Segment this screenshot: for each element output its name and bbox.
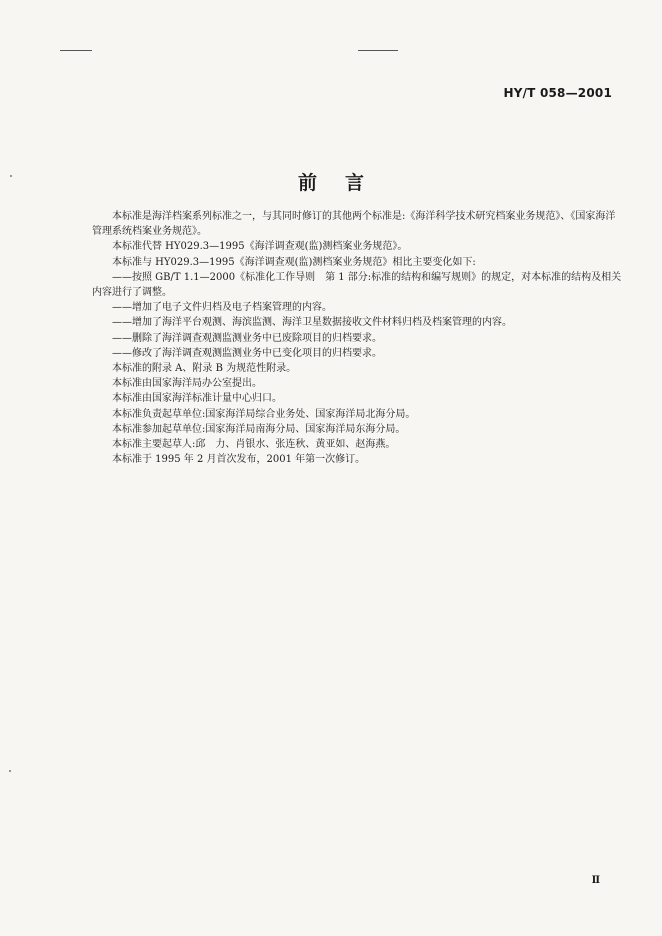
list-item: ——增加了海洋平台观测、海滨监测、海洋卫星数据接收文件材料归档及档案管理的内容。 (112, 317, 512, 329)
paragraph: 本标准参加起草单位:国家海洋局南海分局、国家海洋局东海分局。 (112, 423, 406, 435)
scan-speck (10, 175, 12, 177)
paragraph: 本标准负责起草单位:国家海洋局综合业务处、国家海洋局北海分局。 (112, 408, 416, 420)
list-item: ——删除了海洋调查观测监测业务中已废除项目的归档要求。 (112, 332, 382, 344)
title-char-1: 前 (297, 172, 317, 194)
paragraph: 本标准的附录 A、附录 B 为规范性附录。 (112, 363, 297, 375)
list-item: ——按照 GB/T 1.1—2000《标准化工作导则 第 1 部分:标准的结构和编写规则》的规定，对本标准的结构及相关内容进行了调整。 (92, 271, 622, 299)
header-rule-right (358, 50, 398, 51)
scan-speck (9, 770, 11, 772)
list-item: ——修改了海洋调查观测监测业务中已变化项目的归档要求。 (112, 347, 382, 359)
document-number: HY/T 058—2001 (503, 86, 612, 100)
header-rule-left (60, 50, 92, 51)
page-number: Ⅱ (591, 875, 600, 886)
list-item: ——增加了电子文件归档及电子档案管理的内容。 (112, 302, 332, 314)
document-body (92, 209, 622, 467)
paragraph: 本标准代替 HY029.3—1995《海洋调查观(监)测档案业务规范》。 (112, 241, 408, 253)
paragraph: 本标准是海洋档案系列标准之一，与其同时修订的其他两个标准是:《海洋科学技术研究档案业务规范》、《国家海洋管理系统档案业务规范》。 (92, 211, 616, 238)
paragraph: 本标准于 1995 年 2 月首次发布，2001 年第一次修订。 (112, 454, 366, 466)
paragraph: 本标准由国家海洋标准计量中心归口。 (112, 393, 282, 405)
paragraph: 本标准主要起草人:邱 力、肖银水、张连秋、黄亚如、赵海燕。 (112, 439, 396, 451)
page-title (0, 168, 662, 195)
paragraph: 本标准由国家海洋局办公室提出。 (112, 378, 262, 390)
title-char-2: 言 (345, 172, 365, 194)
paragraph: 本标准与 HY029.3—1995《海洋调查观(监)测档案业务规范》相比主要变化如下: (112, 256, 476, 268)
